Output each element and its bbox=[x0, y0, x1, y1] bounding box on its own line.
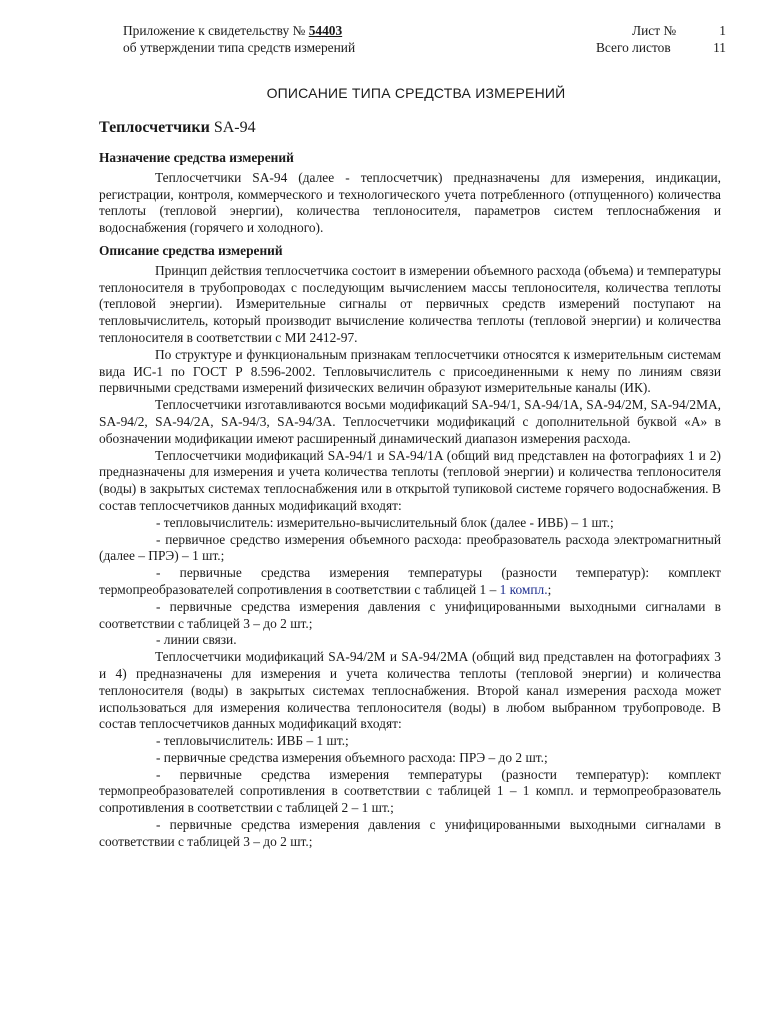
total-sheets-value: 11 bbox=[713, 40, 726, 55]
list-item: - первичные средства измерения объемного расхода: ПРЭ – до 2 шт.; bbox=[156, 749, 548, 765]
description-paragraph-2: По структуре и функциональным признакам теплосчетчики относятся к измерительным системам вида ИС-1 по ГОСТ Р 8.596-2002. Тепловычислитель с присоединенными к нему по линиям связи первичными средствами измерений физических величин образуют измерительные каналы (ИК). bbox=[99, 346, 721, 396]
document-title: ОПИСАНИЕ ТИПА СРЕДСТВА ИЗМЕРЕНИЙ bbox=[266, 85, 566, 101]
list-item: - тепловычислитель: ИВБ – 1 шт.; bbox=[156, 733, 349, 749]
section-heading-description: Описание средства измерений bbox=[99, 242, 283, 258]
header-line1-prefix: Приложение к свидетельству № bbox=[123, 23, 306, 38]
product-name: Теплосчетчики bbox=[99, 119, 210, 136]
sheet-label: Лист № bbox=[632, 23, 677, 38]
document-body bbox=[99, 118, 721, 851]
total-sheets-row bbox=[596, 39, 726, 56]
header-certificate-line bbox=[123, 22, 523, 39]
product-model: SA-94 bbox=[213, 119, 256, 136]
section-heading-purpose: Назначение средства измерений bbox=[99, 150, 294, 165]
list-item bbox=[99, 565, 721, 599]
description-paragraph-3: Теплосчетчики изготавливаются восьми модификаций SA-94/1, SA-94/1A, SA-94/2M, SA-94/2MA, SA-94/2, SA-94/2A, SA-94/3, SA-94/3A. Теплосчетчики модификаций с дополнительной буквой «А» в обозначении модификации имеют расширенный динамический диапазон измерения расхода. bbox=[99, 397, 721, 446]
list-item: - тепловычислитель: измерительно-вычислительный блок (далее - ИВБ) – 1 шт.; bbox=[156, 514, 614, 530]
sheet-number-row bbox=[596, 22, 726, 39]
list-item: - первичное средство измерения объемного расхода: преобразователь расхода электромагнитный (далее – ПРЭ) – 1 шт.; bbox=[99, 531, 721, 564]
header-left bbox=[123, 22, 523, 56]
list-item: - первичные средства измерения температуры (разности температур): комплект термопреобразователей сопротивления в соответствии с таблицей 1 – 1 компл. и термопреобразователь сопротивления в соответствии с таблицей 2 – 1 шт.; bbox=[99, 766, 721, 816]
description-paragraph-5: Теплосчетчики модификаций SA-94/2M и SA-94/2MA (общий вид представлен на фотографиях 3 и 4) предназначены для измерения и учета количества теплоты (тепловой энергии) и количества теплоносителя (воды) в закрытых системах теплоснабжения. Второй канал измерения расхода может использоваться для измерения количества теплоносителя (воды) в любом выбранном трубопроводе. В состав теплосчетчиков данных модификаций входят: bbox=[99, 649, 721, 732]
list-item-end: ; bbox=[547, 581, 552, 597]
total-sheets-label: Всего листов bbox=[596, 40, 671, 55]
list-item: - первичные средства измерения давления с унифицированными выходными сигналами в соответствии с таблицей 3 – до 2 шт.; bbox=[99, 817, 721, 849]
product-title bbox=[99, 118, 721, 138]
certificate-number: 54403 bbox=[308, 23, 343, 38]
header-line2: об утверждении типа средств измерений bbox=[123, 40, 356, 55]
header-right bbox=[596, 22, 726, 56]
description-paragraph-4: Теплосчетчики модификаций SA-94/1 и SA-94/1A (общий вид представлен на фотографиях 1 и 2) предназначены для измерения и учета количества теплоты (тепловой энергии) и количества теплоносителя (воды) в закрытых системах теплоснабжения или в открытой тупиковой системе горячего водоснабжения. В состав теплосчетчиков данных модификаций входят: bbox=[99, 447, 721, 513]
description-paragraph-1: Принцип действия теплосчетчика состоит в измерении объемного расхода (объема) и температуры теплоносителя в трубопроводах с последующим вычислением массы теплоносителя, количества теплоты (тепловой энергии). Измерительные сигналы от первичных средств измерений поступают на тепловычислитель, который производит вычисление количества теплоты (тепловой энергии) и количества теплоносителя в соответствии с МИ 2412-97. bbox=[99, 262, 721, 345]
purpose-paragraph: Теплосчетчики SA-94 (далее - теплосчетчик) предназначены для измерения, индикации, регистрации, контроля, коммерческого и технологического учета потребленного (отпущенного) количества теплоты (тепловой энергии), количества теплоносителя, параметров систем теплоснабжения и водоснабжения (горячего и холодного). bbox=[99, 169, 721, 236]
list-item-text: - первичные средства измерения температуры (разности температур): комплект термопреобразователей сопротивления в соответствии с таблицей 1 – bbox=[99, 565, 721, 597]
list-item: - первичные средства измерения давления с унифицированными выходными сигналами в соответствии с таблицей 3 – до 2 шт.; bbox=[99, 598, 721, 631]
list-item-highlight: 1 компл. bbox=[499, 581, 548, 597]
sheet-value: 1 bbox=[719, 23, 726, 38]
list-item: - линии связи. bbox=[156, 632, 237, 648]
